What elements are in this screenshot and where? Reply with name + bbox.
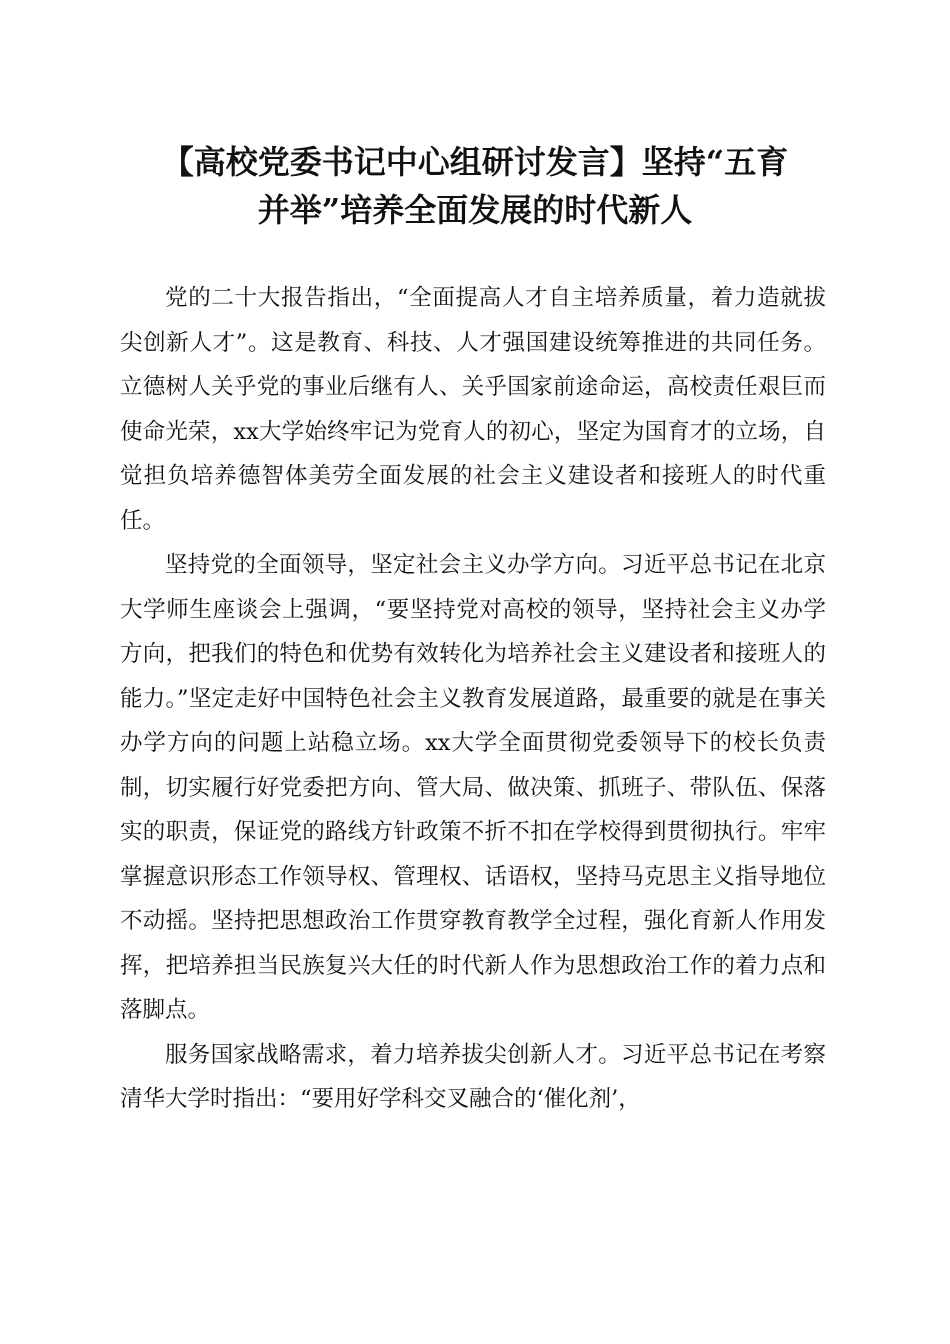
paragraph-national-strategy: 服务国家战略需求，着力培养拔尖创新人才。习近平总书记在考察清华大学时指出：“要用好学科交叉融合的‘催化剂’， [120, 1041, 826, 1112]
paragraph-party-leadership: 坚持党的全面领导，坚定社会主义办学方向。习近平总书记在北京大学师生座谈会上强调，“要坚持党对高校的领导，坚持社会主义办学方向，把我们的特色和优势有效转化为培养社会主义建设者和接班人的能力。”坚定走好中国特色社会主义教育发展道路，最重要的就是在事关办学方向的问题上站稳立场。xx大学全面贯彻党委领导下的校长负责制，切实履行好党委把方向、管大局、做决策、抓班子、带队伍、保落实的职责，保证党的路线方针政策不折不扣在学校得到贯彻执行。牢牢掌握意识形态工作领导权、管理权、话语权，坚持马克思主义指导地位不动摇。坚持把思想政治工作贯穿教育教学全过程，强化育新人作用发挥，把培养担当民族复兴大任的时代新人作为思想政治工作的着力点和落脚点。 [120, 552, 826, 1023]
paragraph-intro: 党的二十大报告指出，“全面提高人才自主培养质量，着力造就拔尖创新人才”。这是教育、科技、人才强国建设统筹推进的共同任务。立德树人关乎党的事业后继有人、关乎国家前途命运，高校责任艰巨而使命光荣，xx大学始终牢记为党育人的初心，坚定为国育才的立场，自觉担负培养德智体美劳全面发展的社会主义建设者和接班人的时代重任。 [120, 285, 826, 534]
document-body [120, 276, 826, 1122]
title-line-2: 并举”培养全面发展的时代新人 [257, 191, 693, 229]
document-title [110, 138, 840, 234]
title-line-1: 【高校党委书记中心组研讨发言】坚持“五育 [161, 143, 789, 181]
